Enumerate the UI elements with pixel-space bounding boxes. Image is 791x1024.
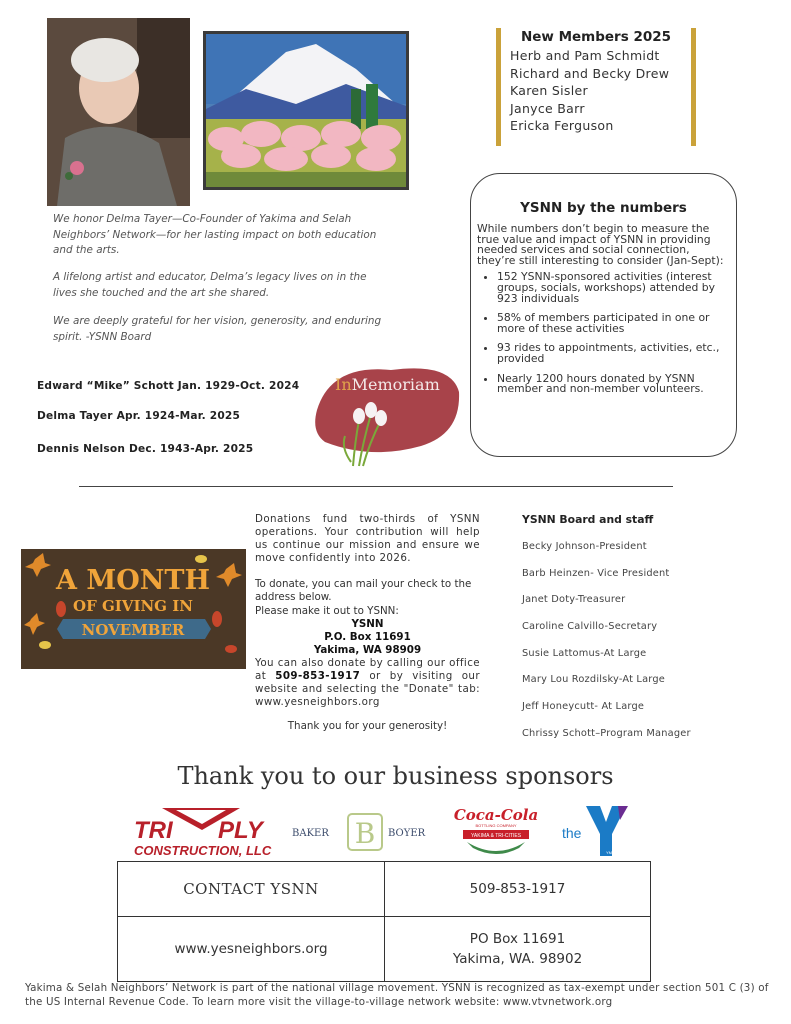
board-title: YSNN Board and staff xyxy=(522,513,654,526)
donate-thanks: Thank you for your generosity! xyxy=(287,720,448,733)
svg-text:InMemoriam xyxy=(335,375,440,394)
donate-section xyxy=(255,513,480,733)
numbers-item: • 152 YSNN-sponsored activities (interest groups, socials, workshops) attended by 923 individuals xyxy=(497,272,728,304)
donate-website-text: or by visiting our website and selecting the "Donate" tab: www.yesneighbors.org xyxy=(255,670,480,709)
coke-band: YAKIMA & TRI-CITIES xyxy=(470,833,522,839)
triply-tri: TRI xyxy=(134,817,173,844)
donate-paragraph-4 xyxy=(255,657,480,709)
new-members-list xyxy=(510,47,691,135)
memoriam-entry: Delma Tayer Apr. 1924-Mar. 2025 xyxy=(37,410,241,422)
memoriam-entry: Dennis Nelson Dec. 1943-Apr. 2025 xyxy=(37,443,254,455)
contact-table xyxy=(117,861,651,982)
ymca-logo xyxy=(560,804,632,860)
giving-line-3: NOVEMBER xyxy=(81,621,185,639)
donate-paragraph-3: Please make it out to YSNN: xyxy=(255,604,399,617)
mountain-orchard-painting xyxy=(203,31,409,190)
tribute-paragraph-1: We honor Delma Tayer—Co-Founder of Yakima and Selah Neighbors’ Network—for her lasting impact on both education and the arts. xyxy=(53,213,377,256)
new-members-box xyxy=(496,28,696,146)
delma-portrait-photo xyxy=(47,18,190,206)
ymca-the: the xyxy=(562,825,582,841)
donate-address-name: YSNN xyxy=(351,617,384,630)
donate-paragraph-2: To donate, you can mail your check to the address below. xyxy=(255,578,472,604)
tribute-paragraph-2: A lifelong artist and educator, Delma’s legacy lives on in the lives she touched and the art she shared. xyxy=(53,271,367,299)
donate-call-text: You can also donate by calling our office at xyxy=(255,656,480,683)
donate-paragraph-1: Donations fund two-thirds of YSNN operations. Your contribution will help us continue our mission and ensure we move confidently into 2026. xyxy=(255,513,480,565)
contact-address-line-2: Yakima, WA. 98902 xyxy=(452,951,583,967)
triply-logo xyxy=(132,806,272,858)
board-member: Chrissy Schott–Program Manager xyxy=(522,727,691,739)
board-member: Caroline Calvillo-Secretary xyxy=(522,621,658,633)
board-member: Jeff Honeycutt- At Large xyxy=(522,701,645,713)
coke-text: Coca-Cola xyxy=(453,806,539,824)
triply-construction: CONSTRUCTION, LLC xyxy=(134,843,272,858)
new-member-item: Herb and Pam Schmidt xyxy=(510,48,660,63)
board-member: Susie Lattomus-At Large xyxy=(522,647,647,659)
ysnn-numbers-box xyxy=(470,173,737,457)
baker-text: BAKER xyxy=(292,828,329,839)
new-member-item: Karen Sisler xyxy=(510,83,588,98)
coca-cola-logo xyxy=(453,802,539,860)
new-members-title: New Members 2025 xyxy=(520,29,672,45)
month-of-giving-sign xyxy=(21,549,246,669)
contact-address xyxy=(385,917,650,981)
new-member-item: Janyce Barr xyxy=(510,100,585,116)
board-and-staff xyxy=(522,513,762,748)
board-member: Mary Lou Rozdilsky-At Large xyxy=(522,674,665,686)
svg-text:B: B xyxy=(354,817,376,850)
section-divider xyxy=(79,486,673,487)
coke-sub: BOTTLING COMPANY xyxy=(475,823,517,828)
numbers-item: • 58% of members participated in one or more of these activities xyxy=(497,313,728,334)
sponsors-title: Thank you to our business sponsors xyxy=(177,762,614,790)
giving-line-1: A MONTH xyxy=(55,565,211,596)
ymca-small: YMCA xyxy=(606,850,618,855)
numbers-item: • Nearly 1200 hours donated by YSNN member and non-member volunteers. xyxy=(497,374,728,395)
tribute-paragraph-3: We are deeply grateful for her vision, generosity, and enduring spirit. -YSNN Board xyxy=(53,315,382,343)
numbers-list xyxy=(471,272,728,394)
giving-line-2: OF GIVING IN xyxy=(73,597,193,615)
board-member: Janet Doty-Treasurer xyxy=(522,594,626,606)
contact-address-line-1: PO Box 11691 xyxy=(469,931,566,947)
donate-address-city: Yakima, WA 98909 xyxy=(313,643,422,656)
new-member-item: Richard and Becky Drew xyxy=(510,65,670,81)
memoriam-entry: Edward “Mike” Schott Jan. 1929-Oct. 2024 xyxy=(37,380,300,392)
numbers-title: YSNN by the numbers xyxy=(520,200,687,216)
boyer-text: BOYER xyxy=(388,828,426,839)
triply-ply: PLY xyxy=(218,817,263,844)
numbers-item: • 93 rides to appointments, activities, etc., provided xyxy=(497,343,728,364)
donate-phone: 509-853-1917 xyxy=(275,670,361,683)
board-member: Barb Heinzen- Vice President xyxy=(522,567,670,579)
baker-boyer-logo xyxy=(290,812,440,852)
contact-heading: CONTACT YSNN xyxy=(183,880,319,898)
footer-text: Yakima & Selah Neighbors’ Network is part of the national village movement. YSNN is recognized as tax-exempt under section 501 C (3) of the US Internal Revenue Code. To learn more visit the village-to-village network website: www.vtvnetwork.org xyxy=(25,982,769,1008)
contact-phone: 509-853-1917 xyxy=(469,881,566,897)
memoriam-label-in: In xyxy=(335,375,352,394)
contact-website[interactable]: www.yesneighbors.org xyxy=(174,941,328,957)
board-member: Becky Johnson-President xyxy=(522,541,647,552)
memoriam-label-rest: Memoriam xyxy=(351,375,440,394)
numbers-intro: While numbers don’t begin to measure the true value and impact of YSNN in providing needed services and social connection, they’re still interesting to consider (Jan-Sept): xyxy=(477,222,724,267)
donate-address-box: P.O. Box 11691 xyxy=(324,630,411,643)
new-member-item: Ericka Ferguson xyxy=(510,118,614,133)
in-memoriam-graphic xyxy=(311,362,461,470)
